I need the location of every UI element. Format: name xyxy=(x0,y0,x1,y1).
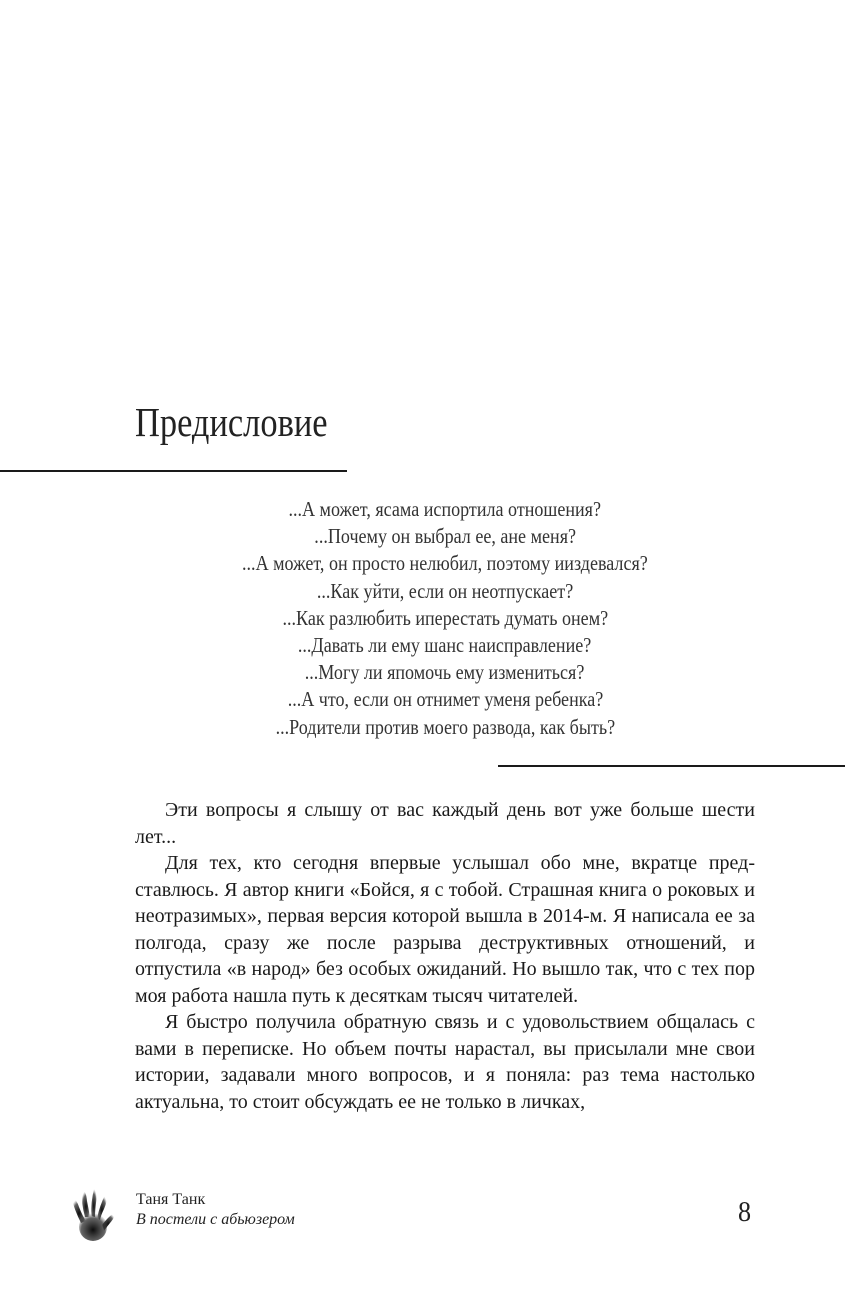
question-item: ...Родители против моего развода, как быть? xyxy=(275,714,615,739)
hand-icon xyxy=(66,1187,116,1245)
page-title: Предисловие xyxy=(135,399,328,445)
question-item: ...А может, ясама испортила отношения? xyxy=(288,497,602,521)
question-item: ...Как уйти, если он неотпускает? xyxy=(316,578,574,603)
divider-top xyxy=(0,470,347,472)
divider-bottom xyxy=(498,765,845,767)
question-item: ...Давать ли ему шанс наисправление? xyxy=(298,633,592,658)
paragraph: Эти вопросы я слышу от вас каждый день вот уже больше шести лет... xyxy=(135,799,755,848)
question-item: ...Почему он выбрал ее, ане меня? xyxy=(314,524,576,549)
paragraph: Для тех, кто сегодня впервые услышал обо мне, вкратце представлюсь. Я автор книги «Бойся, я с тобой. Страшная книга о роковых и неотразимых», первая версия которой вышла в 2014-м. Я написала ее за полгода, сразу же после разрыва деструктивных отношений, и отпустила «в народ» без особых ожиданий. Но вышло так, что с тех пор моя работа нашла путь к десяткам тысяч читателей. xyxy=(135,852,755,1007)
footer-book-title: В постели с абьюзером xyxy=(136,1211,295,1228)
question-item: ...Могу ли япомочь ему измениться? xyxy=(305,660,585,685)
question-item: ...А что, если он отнимет уменя ребенка? xyxy=(287,687,603,712)
body-text xyxy=(135,797,755,1115)
question-item: ...Как разлюбить иперестать думать онем? xyxy=(282,605,608,630)
paragraph: Я быстро получила обратную связь и с удовольствием общалась с вами в переписке. Но объем почты нарастал, вы присылали мне свои истории, задавали много вопросов, и я поняла: раз тема настолько актуальна, то стоит обсуждать ее не только в личках, xyxy=(135,1011,755,1113)
question-list xyxy=(120,496,770,741)
page-number: 8 xyxy=(738,1196,752,1228)
footer-author: Таня Танк xyxy=(136,1191,206,1208)
question-item: ...А может, он просто нелюбил, поэтому ииздевался? xyxy=(242,551,648,576)
